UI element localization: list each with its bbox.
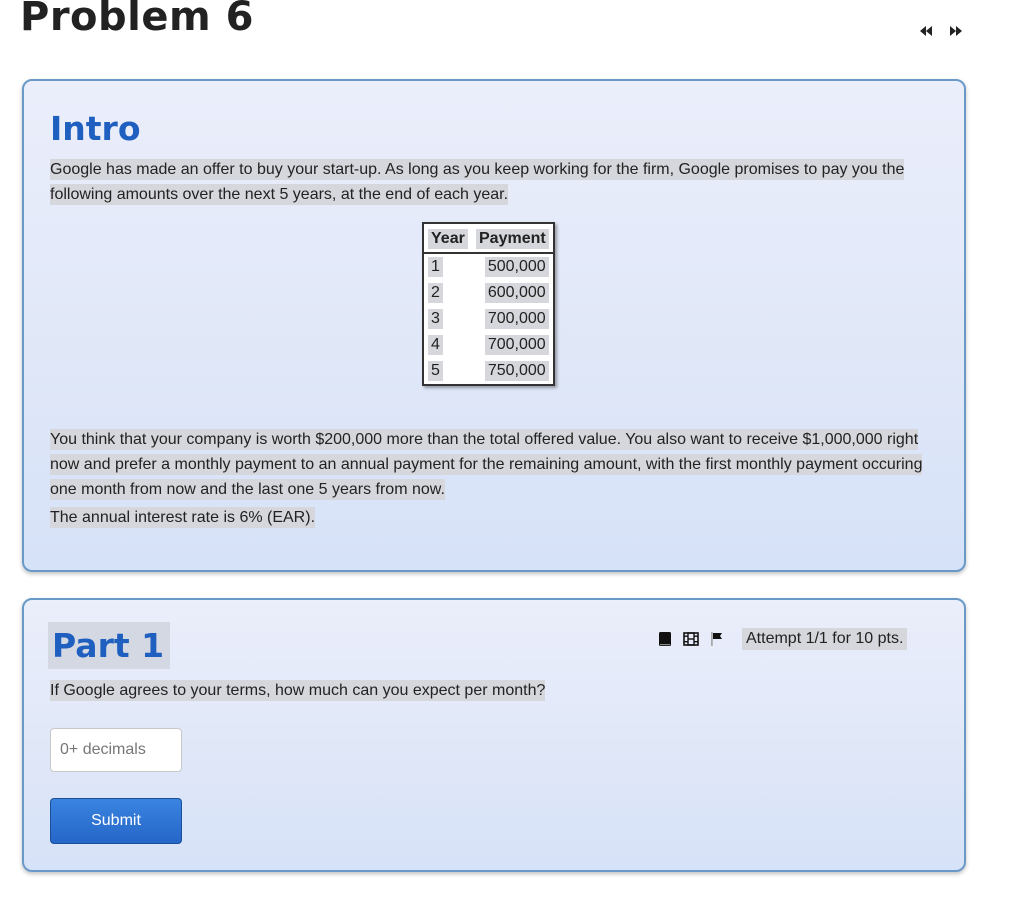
flag-icon xyxy=(709,631,725,647)
previous-problem-button[interactable] xyxy=(916,22,936,40)
payment-cell: 700,000 xyxy=(472,332,553,358)
year-cell: 2 xyxy=(424,280,472,306)
question-text-label: If Google agrees to your terms, how much can you expect per month? xyxy=(50,682,546,699)
problem-nav xyxy=(916,22,966,40)
book-icon xyxy=(658,631,672,647)
double-chevron-left-icon xyxy=(918,25,934,37)
payment-cell: 500,000 xyxy=(472,254,553,280)
problem-title: Problem 6 xyxy=(20,0,254,40)
interest-rate-paragraph xyxy=(50,505,930,530)
flag-button[interactable] xyxy=(708,630,726,648)
table-row xyxy=(424,358,553,384)
terms-paragraph xyxy=(50,427,930,502)
table-header-row xyxy=(424,224,553,254)
terms-paragraph-text: You think that your company is worth $200,000 more than the total offered value. You also want to receive $1,000,000 right now and prefer a monthly payment to an annual payment for the remaining amount, with the first monthly payment occuring one month from now and the last one 5 years from now. xyxy=(50,431,923,498)
interest-rate-text: The annual interest rate is 6% (EAR). xyxy=(50,509,316,526)
question-text xyxy=(50,678,545,703)
book-button[interactable] xyxy=(656,630,674,648)
intro-paragraph-text: Google has made an offer to buy your start-up. As long as you keep working for the firm, Google promises to pay you the following amounts over the next 5 years, at the end of each year. xyxy=(50,161,905,203)
video-button[interactable] xyxy=(682,630,700,648)
year-cell: 1 xyxy=(424,254,472,280)
payment-cell: 600,000 xyxy=(472,280,553,306)
payment-cell: 750,000 xyxy=(472,358,553,384)
column-header-year: Year xyxy=(424,224,472,254)
part1-heading: Part 1 xyxy=(48,622,170,669)
table-row xyxy=(424,280,553,306)
payment-table xyxy=(422,222,555,386)
table-row xyxy=(424,332,553,358)
payment-cell: 700,000 xyxy=(472,306,553,332)
intro-card xyxy=(22,79,966,572)
intro-heading: Intro xyxy=(50,109,141,148)
table-row xyxy=(424,306,553,332)
film-icon xyxy=(683,631,699,647)
part1-toolbar xyxy=(656,628,907,650)
answer-input[interactable] xyxy=(50,728,182,772)
part1-card xyxy=(22,598,966,872)
table-row xyxy=(424,254,553,280)
submit-button[interactable]: Submit xyxy=(50,798,182,844)
column-header-payment: Payment xyxy=(472,224,553,254)
next-problem-button[interactable] xyxy=(946,22,966,40)
double-chevron-right-icon xyxy=(948,25,964,37)
year-cell: 4 xyxy=(424,332,472,358)
intro-paragraph xyxy=(50,157,930,207)
year-cell: 5 xyxy=(424,358,472,384)
attempt-info: Attempt 1/1 for 10 pts. xyxy=(742,628,907,650)
year-cell: 3 xyxy=(424,306,472,332)
